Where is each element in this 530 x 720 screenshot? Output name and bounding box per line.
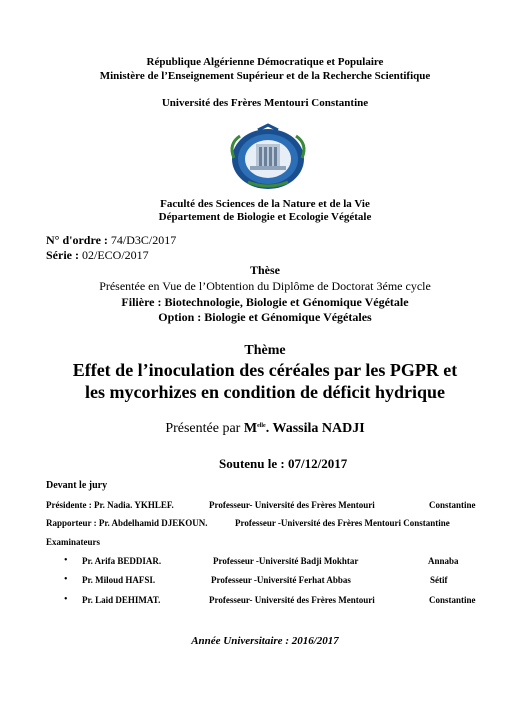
- jury-rapporteur-role: Rapporteur : Pr. Abdelhamid DJEKOUN.: [46, 518, 208, 528]
- defense-date: Soutenu le : 07/12/2017: [219, 456, 348, 471]
- examiner-name: Pr. Miloud HAFSI.: [82, 575, 156, 585]
- theme-line-2: les mycorhizes en condition de déficit hydrique: [85, 382, 445, 402]
- order-number: [46, 233, 176, 248]
- thesis-option: Option : Biologie et Génomique Végétales: [158, 310, 372, 324]
- faculty-name: Faculté des Sciences de la Nature et de la Vie: [160, 198, 370, 210]
- thesis-presented-for: Présentée en Vue de l’Obtention du Diplôme de Doctorat 3éme cycle: [99, 279, 431, 293]
- examiner-bullet: •: [64, 555, 68, 566]
- examiner-position: Professeur -Université Ferhat Abbas: [211, 575, 351, 585]
- university-logo-icon: [218, 122, 318, 192]
- university-name: Université des Frères Mentouri Constantine: [161, 97, 369, 109]
- examiner-city: Annaba: [428, 556, 459, 566]
- jury-president-city: Constantine: [429, 500, 476, 510]
- examiner-city: Constantine: [429, 595, 476, 605]
- examiner-name: Pr. Arifa BEDDIAR.: [82, 556, 162, 566]
- author-line: [0, 421, 530, 437]
- author-name: . Wassila NADJI: [265, 421, 365, 436]
- author-title-sup: elle: [257, 423, 266, 429]
- series-label: Série :: [46, 248, 79, 262]
- author-title: M: [243, 421, 258, 436]
- examiner-bullet: •: [64, 574, 68, 585]
- theme-label: Thème: [244, 343, 286, 358]
- examiners-heading: Examinateurs: [46, 537, 100, 547]
- republic-title: République Algérienne Démocratique et Populaire: [146, 56, 384, 68]
- academic-year: Année Universitaire : 2016/2017: [191, 635, 339, 647]
- thesis-title: Thèse: [250, 263, 280, 277]
- examiner-city: Sétif: [430, 575, 448, 585]
- examiner-position: Professeur- Université des Frères Mentouri: [209, 595, 375, 605]
- examiner-position: Professeur -Université Badji Mokhtar: [213, 556, 359, 566]
- department-name: Département de Biologie et Ecologie Végétale: [158, 211, 372, 223]
- theme-line-1: Effet de l’inoculation des céréales par les PGPR et: [72, 360, 458, 380]
- order-value: 74/D3C/2017: [107, 233, 177, 247]
- jury-rapporteur-position: Professeur -Université des Frères Mentouri Constantine: [235, 518, 450, 528]
- thesis-filiere: Filière : Biotechnologie, Biologie et Génomique Végétale: [121, 295, 409, 309]
- jury-president-position: Professeur- Université des Frères Mentouri: [209, 500, 375, 510]
- series-value: 02/ECO/2017: [78, 248, 149, 262]
- examiner-bullet: •: [64, 594, 68, 605]
- ministry-title: Ministère de l’Enseignement Supérieur et de la Recherche Scientifique: [99, 70, 431, 82]
- author-prefix: Présentée par: [165, 421, 244, 436]
- jury-heading: Devant le jury: [46, 480, 108, 491]
- order-label: N° d'ordre :: [46, 233, 108, 247]
- examiner-name: Pr. Laid DEHIMAT.: [82, 595, 161, 605]
- jury-president-role: Présidente : Pr. Nadia. YKHLEF.: [46, 500, 174, 510]
- series-number: [46, 248, 149, 263]
